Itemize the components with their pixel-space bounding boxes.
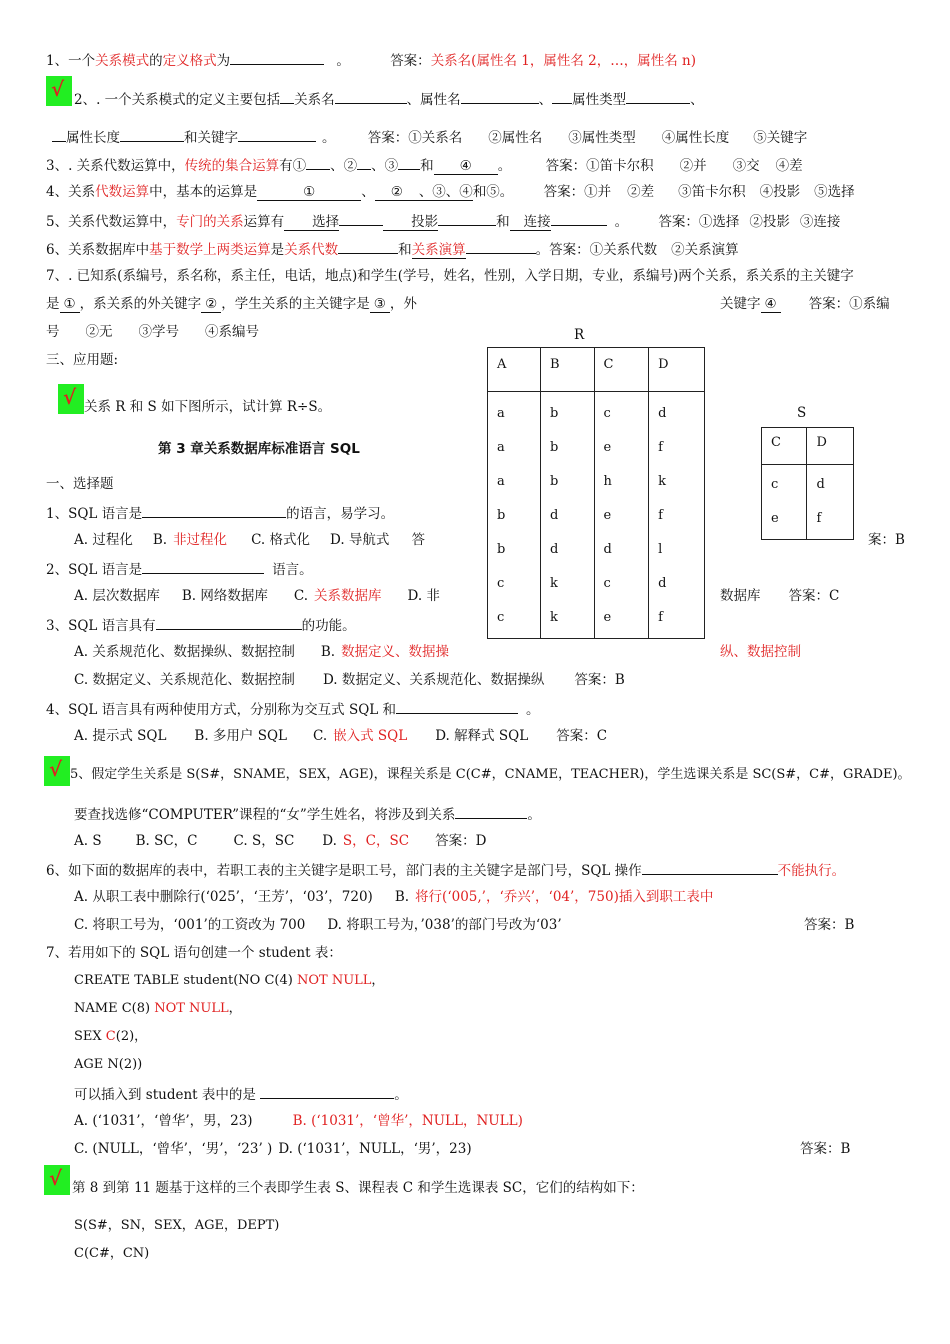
table-cell: b bbox=[488, 536, 541, 570]
q-sql-2: 2、SQL 语言是 语言。 bbox=[46, 559, 313, 579]
table-row bbox=[488, 604, 705, 639]
table-cell: a bbox=[488, 434, 541, 468]
table-cell: f bbox=[649, 434, 705, 468]
table-cell: b bbox=[541, 392, 595, 435]
q-line-2b: 属性长度 和关键字 。 答案：①关系名 ②属性名 ③属性类型 ④属性长度 ⑤关键字 bbox=[52, 127, 807, 147]
table-cell: B bbox=[541, 348, 595, 392]
q-sql-5: 5、假定学生关系是 S(S#，SNAME，SEX，AGE)，课程关系是 C(C#，CNAME，TEACHER)，学生选课关系是 SC(S#，C#，GRADE)。 bbox=[70, 767, 911, 782]
table-cell: c bbox=[762, 464, 807, 505]
table-cell: d bbox=[649, 570, 705, 604]
q-sql-4: 4、SQL 语言具有两种使用方式，分别称为交互式 SQL 和 。 bbox=[46, 699, 540, 719]
table-row bbox=[488, 536, 705, 570]
q-line-3: 3、. 关系代数运算中，传统的集合运算有① 、② 、③ 和 ④ 。 答案：①笛卡尔积 ②并 ③交 ④差 bbox=[46, 155, 803, 175]
table-cell: k bbox=[649, 468, 705, 502]
table-cell: d bbox=[649, 392, 705, 435]
q-sql-7-options-1: A. (‘1031’，‘曾华’，男，23) B. (‘1031’，‘曾华’，NULL，NULL) bbox=[74, 1113, 523, 1129]
table-header-row bbox=[488, 348, 705, 392]
q-line-6: 6、关系数据库中基于数学上两类运算是关系代数 和关系演算 。答案：①关系代数 ②关系演算 bbox=[46, 239, 739, 259]
q-line-4: 4、关系代数运算中，基本的运算是 ① 、 ② 、③、④和⑤。 答案：①并 ②差 ③笛卡尔积 ④投影 ⑤选择 bbox=[46, 184, 855, 200]
q-sql-8-11-intro: 第 8 到第 11 题基于这样的三个表即学生表 S、课程表 C 和学生选课表 SC，它们的结构如下： bbox=[72, 1180, 644, 1196]
table-row bbox=[762, 464, 854, 505]
table-cell: C bbox=[762, 428, 807, 465]
chapter-title: 第 3 章关系数据库标准语言 SQL bbox=[158, 441, 360, 457]
q-division: 关系 R 和 S 如下图所示，试计算 R÷S。 bbox=[84, 399, 332, 415]
table-row bbox=[762, 505, 854, 540]
table-cell: e bbox=[762, 505, 807, 540]
q-line-2: 2、. 一个关系模式的定义主要包括 关系名 、属性名 、 属性类型 、 bbox=[74, 89, 704, 109]
section-apply-heading: 三、应用题: bbox=[46, 352, 119, 368]
q-sql-7-code-1: CREATE TABLE student(NO C(4) NOT NULL， bbox=[74, 973, 385, 988]
q-sql-3-options-2: C. 数据定义、关系规范化、数据控制 D. 数据定义、关系规范化、数据操纵 答案：B bbox=[74, 672, 625, 688]
q-sql-6-options-1: A. 从职工表中删除行(‘025’，‘王芳’，‘03’，720) B. 将行(‘005,’，‘乔兴’，‘04’，750)插入到职工表中 bbox=[74, 889, 714, 905]
q-line-7c: 关键字 ④ 答案：①系编 bbox=[720, 296, 890, 312]
q-line-7d: 号 ②无 ③学号 ④系编号 bbox=[46, 324, 259, 340]
section-choice-heading: 一、选择题 bbox=[46, 476, 114, 492]
q-sql-7-answer: 答案：B bbox=[800, 1141, 851, 1157]
q-sql-3-options-1b: 纵、数据控制 bbox=[720, 644, 801, 660]
q-sql-1-options: A. 过程化 B. 非过程化 C. 格式化 D. 导航式 答 bbox=[74, 532, 425, 548]
q-sql-4-options: A. 提示式 SQL B. 多用户 SQL C. 嵌入式 SQL D. 解释式 SQL 答案：C bbox=[74, 728, 608, 744]
q-sql-6-answer: 答案：B bbox=[804, 917, 855, 933]
check-mark-icon: √ bbox=[46, 76, 72, 106]
q-sql-2-answer: 数据库 答案：C bbox=[720, 588, 840, 604]
table-cell: d bbox=[807, 464, 854, 505]
check-mark-icon: √ bbox=[44, 1165, 70, 1195]
table-cell: d bbox=[541, 536, 595, 570]
table-cell: c bbox=[488, 570, 541, 604]
relation-r-name: R bbox=[574, 327, 585, 343]
q-line-1: 1、一个关系模式的定义格式为 。 答案：关系名(属性名 1，属性名 2，…，属性名 n) bbox=[46, 50, 696, 70]
table-cell: f bbox=[649, 604, 705, 639]
table-cell: f bbox=[649, 502, 705, 536]
table-cell: f bbox=[807, 505, 854, 540]
relation-r-table bbox=[487, 347, 705, 639]
q-sql-2-options: A. 层次数据库 B. 网络数据库 C. 关系数据库 D. 非 bbox=[74, 588, 440, 604]
table-cell: l bbox=[649, 536, 705, 570]
table-cell: C bbox=[594, 348, 649, 392]
q-sql-7-question: 可以插入到 student 表中的是 。 bbox=[74, 1084, 408, 1104]
table-cell: h bbox=[594, 468, 649, 502]
table-row bbox=[488, 392, 705, 435]
q-sql-7-code-4: AGE N(2)) bbox=[74, 1057, 143, 1072]
table-cell: c bbox=[594, 570, 649, 604]
q-sql-3-options-1: A. 关系规范化、数据操纵、数据控制 B. 数据定义、数据操 bbox=[74, 644, 450, 660]
table-cell: e bbox=[594, 604, 649, 639]
q-sql-7-code-2: NAME C(8) NOT NULL， bbox=[74, 1001, 242, 1016]
q-sql-5-options: A. S B. SC，C C. S，SC D. S，C，SC 答案：D bbox=[74, 833, 487, 849]
q-sql-1: 1、SQL 语言是 的语言，易学习。 bbox=[46, 503, 394, 523]
q-sql-5b: 要查找选修“COMPUTER”课程的“女”学生姓名，将涉及到关系 。 bbox=[74, 804, 541, 824]
table-cell: a bbox=[488, 392, 541, 435]
q-sql-7-code-3: SEX C(2)， bbox=[74, 1029, 148, 1044]
q-sql-1-answer: 案：B bbox=[868, 532, 905, 548]
table-cell: k bbox=[541, 604, 595, 639]
table-row bbox=[488, 570, 705, 604]
q-line-7: 7、. 已知系(系编号，系名称，系主任，电话，地点)和学生(学号，姓名，性别，入学日期，专业，系编号)两个关系，系关系的主关键字 bbox=[46, 268, 854, 284]
table-row bbox=[488, 434, 705, 468]
relation-s-name: S bbox=[797, 405, 807, 421]
q-sql-6: 6、如下面的数据库的表中，若职工表的主关键字是职工号，部门表的主关键字是部门号，SQL 操作 不能执行。 bbox=[46, 860, 845, 880]
table-cell: A bbox=[488, 348, 541, 392]
table-cell: k bbox=[541, 570, 595, 604]
check-mark-icon: √ bbox=[58, 384, 84, 414]
table-cell: e bbox=[594, 502, 649, 536]
table-cell: d bbox=[594, 536, 649, 570]
q-sql-3: 3、SQL 语言具有 的功能。 bbox=[46, 615, 356, 635]
schema-s: S(S#，SN，SEX，AGE，DEPT) bbox=[74, 1218, 280, 1233]
table-cell: D bbox=[649, 348, 705, 392]
table-cell: d bbox=[541, 502, 595, 536]
table-row bbox=[488, 468, 705, 502]
table-cell: b bbox=[541, 434, 595, 468]
check-mark-icon: √ bbox=[44, 756, 70, 786]
table-header-row bbox=[762, 428, 854, 465]
q-sql-6-options-2: C. 将职工号为，‘001’的工资改为 700 D. 将职工号为，’038’的部门号改为‘03’ bbox=[74, 917, 562, 933]
table-cell: c bbox=[594, 392, 649, 435]
table-row bbox=[488, 502, 705, 536]
schema-c: C(C#，CN) bbox=[74, 1246, 150, 1261]
q-line-5: 5、关系代数运算中，专门的关系运算有 选择 投影 和 连接 。 答案：①选择 ②投影 ③连接 bbox=[46, 211, 840, 231]
table-cell: a bbox=[488, 468, 541, 502]
table-cell: D bbox=[807, 428, 854, 465]
table-cell: c bbox=[488, 604, 541, 639]
q-line-7b: 是 ① ，系关系的外关键字 ② ，学生关系的主关键字是 ③ ，外 bbox=[46, 296, 417, 312]
relation-s-table bbox=[761, 427, 854, 540]
q-sql-7-options-2: C. (NULL，‘曾华’，‘男’，‘23’ ) D. (‘1031’，NULL，‘男’，23) bbox=[74, 1141, 472, 1157]
q-sql-7: 7、若用如下的 SQL 语句创建一个 student 表： bbox=[46, 945, 342, 961]
table-cell: e bbox=[594, 434, 649, 468]
table-cell: b bbox=[541, 468, 595, 502]
table-cell: b bbox=[488, 502, 541, 536]
